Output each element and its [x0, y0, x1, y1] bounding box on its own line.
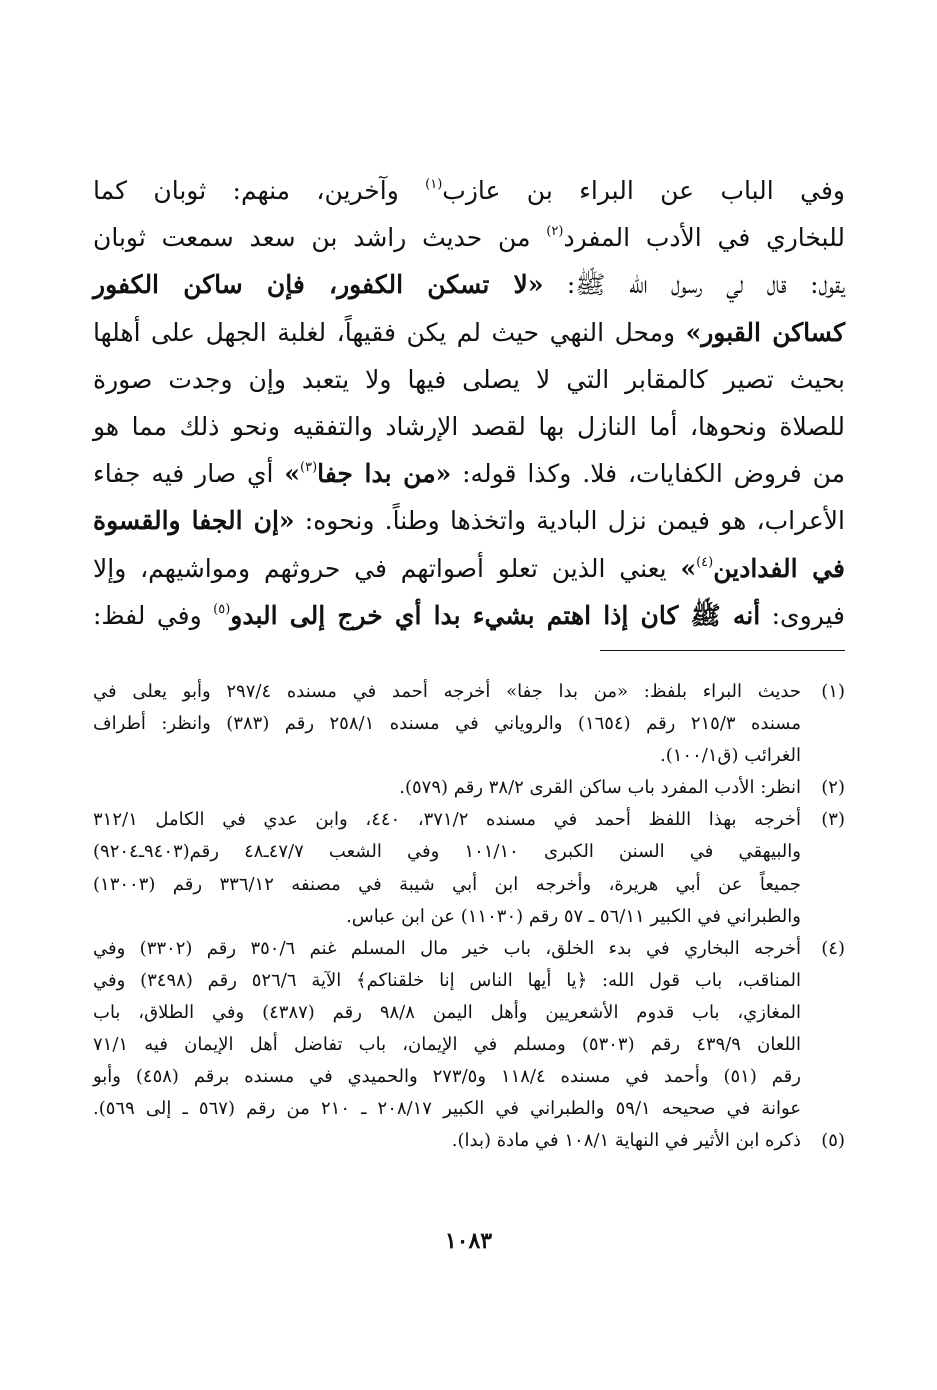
footnote — [93, 676, 845, 772]
footnote-separator — [600, 650, 845, 651]
footnote-number: (٢) — [821, 777, 845, 799]
text-run: يقول: قال لي رسول الله ﷺ: — [543, 270, 846, 300]
footnote-ref[interactable]: (٤) — [696, 554, 714, 570]
footnote-line: مسنده ٢١٥/٣ رقم (١٦٥٤) والروياني في مسنده ٢٥٨/١ رقم (٣٨٣) وانظر: أطراف — [93, 713, 802, 735]
footnote-line: المغازي، باب قدوم الأشعريين وأهل اليمن ٩٨/٨ رقم (٤٣٨٧) وفي الطلاق، باب — [93, 1001, 802, 1023]
footnote-ref[interactable]: (٥) — [213, 601, 231, 617]
text-run: وفي لفظ: — [93, 600, 214, 630]
text-run: ومحل النهي حيث لم يكن فقيهاً، لغلبة الجهل على أهلها — [93, 317, 686, 347]
footnote-line: اللعان ٤٣٩/٩ رقم (٥٣٠٣) ومسلم في الإيمان، باب تفاضل أهل الإيمان فيه ٧١/١ — [93, 1034, 801, 1056]
footnote-number: (٣) — [821, 809, 845, 831]
footnote-number: (٤) — [821, 937, 845, 959]
main-line — [93, 261, 845, 308]
footnote-line: جميعاً عن أبي هريرة، وأخرجه ابن أبي شيبة في مصنفه ٣٣٦/١٢ رقم (١٣٠٠٣) — [93, 873, 801, 895]
footnote — [93, 933, 845, 1126]
footnote-ref[interactable]: (٢) — [546, 224, 564, 240]
footnote-line: أخرجه البخاري في بدء الخلق، باب خير مال المسلم غنم ٣٥٠/٦ رقم (٣٣٠٢) وفي — [93, 937, 801, 959]
footnote — [93, 772, 845, 804]
text-run: للبخاري في الأدب المفرد — [563, 223, 845, 253]
text-run: يعني الذين تعلو أصواتهم في حروثهم ومواشيهم، وإلا — [93, 553, 681, 583]
footnote-number: (٥) — [821, 1130, 845, 1152]
footnotes — [93, 676, 845, 1157]
main-line — [93, 356, 845, 403]
footnote-line: حديث البراء بلفظ: «من بدا جفا» أخرجه أحمد في مسنده ٢٩٧/٤ وأبو يعلى في — [93, 681, 801, 702]
footnote-line: أخرجه بهذا اللفظ أحمد في مسنده ٣٧١/٢، ٤٤٠، وابن عدي في الكامل ٣١٢/١ — [93, 809, 801, 831]
hadith-quote: «من بدا جفا — [317, 459, 452, 489]
footnote — [93, 1125, 845, 1157]
quote-mark: » — [680, 553, 697, 583]
footnote-line: والطبراني في الكبير ٥٦/١١ ـ ٥٧ رقم (١١٠٣٠) عن ابن عباس. — [346, 905, 801, 927]
footnote-line: المناقب، باب قول الله: ﴿يا أيها الناس إنا خلقناكم﴾ الآية ٥٢٦/٦ رقم (٣٤٩٨) وفي — [93, 969, 801, 991]
main-line — [93, 309, 845, 356]
footnote-line: ذكره ابن الأثير في النهاية ١٠٨/١ في مادة (بدا). — [451, 1130, 801, 1152]
text-run: بحيث تصير كالمقابر التي لا يصلى فيها ولا يتعبد وإن وجدت صورة — [93, 364, 845, 394]
footnote-line: والبيهقي في السنن الكبرى ١٠١/١٠ وفي الشعب ٤٧/٧ـ٤٨ رقم(٩٤٠٣ـ٩٢٠٤) — [93, 841, 801, 863]
main-line — [93, 497, 845, 544]
main-line — [93, 592, 845, 639]
footnote-line: الغرائب (ق١٠٠/١). — [660, 745, 801, 767]
footnote-body — [93, 676, 801, 772]
text-run: أي صار فيه جفاء — [93, 459, 285, 489]
hadith-quote: «إن الجفا والقسوة — [93, 506, 295, 536]
text-run: وآخرين، منهم: ثوبان كما — [93, 176, 426, 205]
text-run: للصلاة ونحوها، أما النازل بها لقصد الإرشاد والتفقيه ونحو ذلك مما هو — [93, 411, 845, 441]
quote-mark: » — [284, 459, 300, 489]
main-text — [93, 167, 845, 639]
text-run: من حديث راشد بن سعد سمعت ثوبان — [93, 223, 547, 253]
footnote-line: انظر: الأدب المفرد باب ساكن القرى ٣٨/٢ رقم (٥٧٩). — [399, 777, 801, 799]
main-line — [93, 214, 845, 261]
footnote-ref[interactable]: (١) — [425, 177, 443, 192]
text-run: من فروض الكفايات، فلا. وكذا قوله: — [451, 459, 846, 489]
footnote-body — [93, 1125, 801, 1157]
footnote-body — [93, 804, 801, 932]
hadith-quote: في الفدادين — [713, 553, 845, 583]
footnote-body — [93, 772, 801, 804]
text-run: الأعراب، هو فيمن نزل البادية واتخذها وطناً. ونحوه: — [294, 506, 845, 536]
hadith-quote: أنه ﷺ كان إذا اهتم بشيء بدا أي خرج إلى البدو — [230, 600, 761, 630]
text-run: فيروى: — [760, 600, 845, 630]
page-number: ١٠٨٣ — [444, 1228, 493, 1254]
footnote-line: عوانة في صحيحه ٥٩/١ والطبراني في الكبير ٢٠٨/١٧ ـ ٢١٠ من رقم (٥٦٧ ـ إلى ٥٦٩). — [93, 1098, 802, 1120]
footnote-number: (١) — [821, 681, 845, 702]
footnote-ref[interactable]: (٣) — [300, 460, 318, 476]
hadith-quote: كساكن القبور» — [685, 317, 845, 347]
footnote-line: رقم (٥١) وأحمد في مسنده ١١٨/٤ و٢٧٣/٥ والحميدي في مسنده برقم (٤٥٨) وأبو — [93, 1066, 801, 1088]
hadith-quote: «لا تسكن الكفور، فإن ساكن الكفور — [93, 270, 544, 300]
footnote-body — [93, 933, 801, 1126]
main-line — [93, 545, 845, 592]
main-line — [93, 403, 845, 450]
footnote — [93, 804, 845, 932]
text-run: وفي الباب عن البراء بن عازب — [442, 176, 845, 205]
main-line — [93, 167, 845, 214]
main-line — [93, 450, 845, 497]
